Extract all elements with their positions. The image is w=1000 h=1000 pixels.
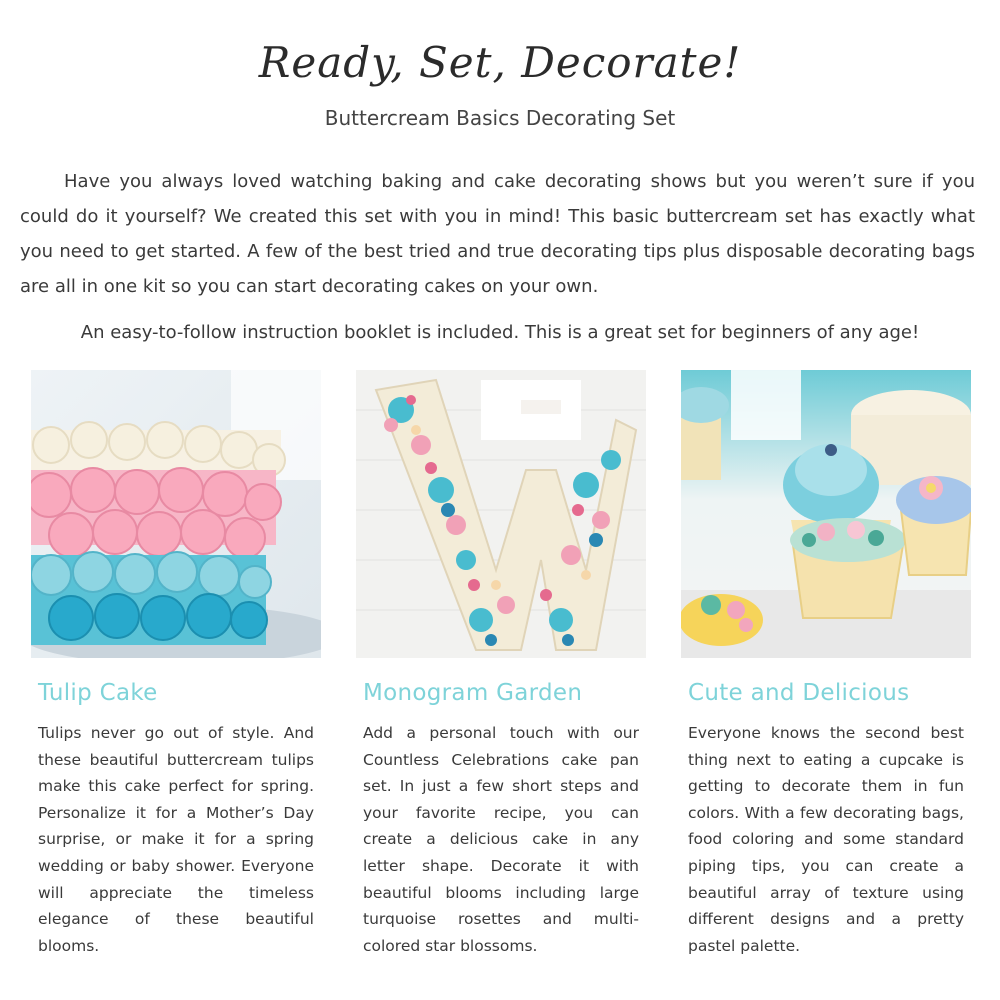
feature-tulip-cake — [38, 680, 314, 959]
feature-heading: Cute and Delicious — [688, 680, 910, 706]
page-subtitle — [325, 106, 675, 130]
feature-heading: Tulip Cake — [38, 680, 158, 706]
intro-paragraph-text: Have you always loved watching baking and cake decorating shows but you weren’t sure if you could do it yourself? We created this set with you in mind! This basic buttercream set has exactly what you need to get started. A few of the best tried and true decorating tips plus disposable decorating bags are all in one kit so you can start decorating cakes on your own. — [20, 171, 975, 297]
subtitle-container — [0, 106, 1000, 130]
page-title: Ready, Set, Decorate! — [258, 38, 742, 87]
feature-monogram-garden — [363, 680, 639, 959]
feature-cute-and-delicious — [688, 680, 964, 959]
feature-body: Add a personal touch with our Countless Celebrations cake pan set. In just a few short steps and your favorite recipe, you can create a delicious cake in any letter shape. Decorate it with beautiful blooms including large turquoise rosettes and multi-colored star blossoms. — [363, 724, 639, 955]
tulip-cake-photo — [31, 370, 321, 658]
feature-heading: Monogram Garden — [363, 680, 583, 706]
monogram-cake-photo — [356, 370, 646, 658]
cupcakes-photo — [681, 370, 971, 658]
intro-paragraph — [20, 164, 975, 304]
feature-body: Everyone knows the second best thing next to eating a cupcake is getting to decorate them in fun colors. With a few decorating bags, food coloring and some standard piping tips, you can create a beautiful array of texture using different designs and a pretty pastel palette. — [688, 724, 964, 955]
subtitle-text: Buttercream Basics Decorating Set — [324, 106, 676, 130]
feature-body: Tulips never go out of style. And these beautiful buttercream tulips make this cake perfect for spring. Personalize it for a Mother’s Day surprise, or make it for a spring wedding or baby shower. Everyone will appreciate the timeless elegance of these beautiful blooms. — [38, 724, 314, 955]
intro-note: An easy-to-follow instruction booklet is included. This is a great set for beginners of any age! — [80, 322, 920, 343]
